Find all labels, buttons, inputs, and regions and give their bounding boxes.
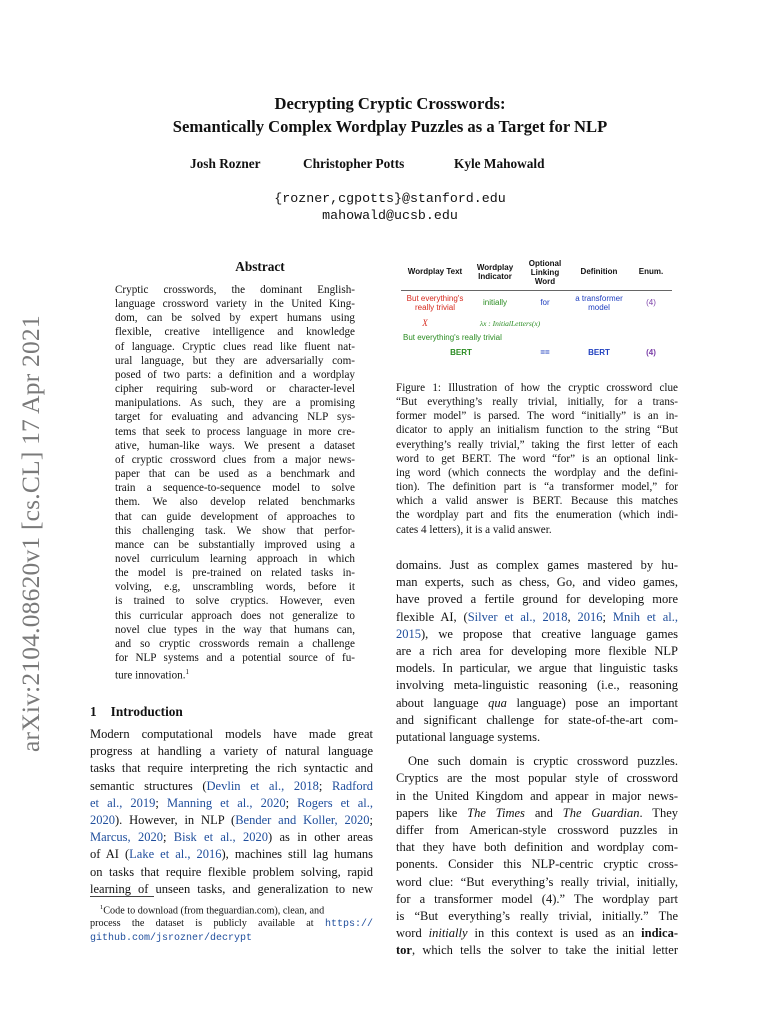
citation-link[interactable]: Manning et al., 2020	[166, 795, 286, 810]
text-span: of AI (	[90, 847, 130, 862]
body-line: Cryptics are the most popular style of crossword	[396, 771, 678, 786]
abstract-line: target for evaluating and advancing NLP sys-	[115, 411, 355, 424]
abstract-line: cipher requiring sub-word or character-level	[115, 383, 355, 396]
text-span: word	[396, 926, 429, 941]
header-linking-word	[523, 259, 567, 286]
lambda-function: λx : InitialLetters(x)	[479, 319, 541, 328]
text-span: about language	[396, 695, 489, 710]
table-rule	[401, 290, 672, 291]
bold-span: tor	[396, 943, 412, 958]
abstract-last-text: ture innovation.	[115, 669, 186, 682]
cell-line: really trivial	[414, 303, 455, 312]
author-list	[0, 156, 768, 174]
body-line	[90, 795, 373, 812]
abstract-line: of cryptic crossword clues from a major news-	[115, 453, 355, 466]
header-line: Linking	[530, 268, 560, 277]
text-span: ;	[155, 795, 167, 810]
body-line: Modern computational models have made great	[90, 727, 373, 741]
caption-line: former model” is parsed. The word “initially” is an in-	[396, 410, 678, 423]
body-line: are a rich area for developing more flexible NLP	[396, 644, 678, 659]
citation-link[interactable]: 2016	[577, 609, 603, 624]
abstract-body	[115, 283, 355, 683]
header-line: Indicator	[478, 272, 512, 281]
footnote-url[interactable]: https://	[324, 918, 373, 930]
abstract-line: manipulations. As such, they are a promising	[115, 397, 355, 410]
cell-line: model	[588, 303, 610, 312]
author-emails	[150, 190, 630, 224]
email-line: mahowald@ucsb.edu	[322, 208, 458, 223]
abstract-line: posed of two parts: a definition and a wordplay	[115, 368, 355, 381]
body-line: domains. Just as complex games mastered by hu-	[396, 558, 678, 572]
applied-string: But everything's really trivial	[403, 333, 502, 342]
abstract-line: tems that seek to process language in more cre-	[115, 425, 355, 438]
abstract-line: and so cryptic crosswords remain a challenge	[115, 637, 355, 650]
body-line	[396, 695, 678, 712]
abstract-line: the model is pre-trained on related tasks in-	[115, 567, 355, 580]
text-span: and	[524, 805, 563, 820]
text-span: process the dataset is publicly available at	[90, 917, 325, 929]
caption-line: which a valid answer is BERT. Because this matches	[396, 495, 678, 508]
cell-definition	[567, 294, 631, 312]
citation-link[interactable]: Lake et al., 2016	[129, 847, 222, 862]
title-line-1: Decrypting Cryptic Crosswords:	[274, 94, 506, 113]
body-line: on tasks that require flexible problem solving, rapid	[90, 864, 373, 879]
abstract-line: this challenging task. We show that perfor-	[115, 524, 355, 537]
text-span: ;	[318, 778, 333, 793]
caption-line: everything’s really trivial,” taking the first letter of each	[396, 438, 678, 451]
citation-link[interactable]: Marcus, 2020	[90, 830, 163, 845]
footnote-line	[90, 902, 373, 918]
text-span: semantic structures (	[90, 778, 207, 793]
abstract-last-line	[115, 665, 355, 683]
text-span: , which tells the solver to take the initial letter	[411, 943, 678, 958]
body-line	[396, 942, 678, 959]
header-definition: Definition	[580, 267, 618, 276]
body-line	[90, 778, 373, 795]
cell-line: But everything's	[406, 294, 464, 303]
citation-link[interactable]: Bisk et al., 2020	[173, 830, 268, 845]
abstract-line: that can guide development of approaches to	[115, 510, 355, 523]
wordplay-answer: BERT	[450, 348, 472, 357]
abstract-line: for NLP systems and a potential source of fu-	[115, 652, 355, 665]
text-span: language) pose an important	[506, 695, 679, 710]
email-line: {rozner,cgpotts}@stanford.edu	[274, 191, 506, 206]
abstract-line: paper that can be used as a benchmark and	[115, 468, 355, 481]
caption-line: tion). The definition part is “a transformer model,” for	[396, 481, 678, 494]
section-number: 1	[90, 704, 97, 719]
body-line: word clue: “But everything’s really trivial, initially,	[396, 874, 678, 889]
arxiv-stamp: arXiv:2104.08620v1 [cs.CL] 17 Apr 2021	[16, 315, 45, 752]
text-span: papers like	[396, 805, 468, 820]
intro-left-column	[90, 726, 373, 898]
intro-right-column	[396, 557, 678, 960]
text-span: ), machines still lag humans	[221, 847, 374, 862]
abstract-line: volving, e.g, unscrambling words, before it	[115, 581, 355, 594]
caption-line: Figure 1: Illustration of how the cryptic crossword clue	[396, 382, 678, 394]
body-line	[396, 805, 678, 822]
figure-1-table	[395, 257, 678, 365]
header-wordplay-text: Wordplay Text	[407, 267, 463, 276]
body-line: that they have both definition and wordplay com-	[396, 840, 678, 855]
italic-span: The Guardian	[562, 805, 640, 820]
text-span: ,	[567, 609, 578, 624]
body-line: One such domain is cryptic crossword puzzles.	[408, 754, 678, 769]
body-line: progress at handling a variety of natural language	[90, 744, 373, 759]
caption-line: word to get BERT. The word “for” is an optional link-	[396, 452, 678, 465]
footnote-number: 1	[100, 904, 104, 911]
body-line	[90, 846, 373, 863]
cell-line: a transformer	[575, 294, 623, 303]
abstract-line: them. We also develop related benchmarks	[115, 496, 355, 509]
text-span: ). However, in NLP (	[115, 813, 236, 828]
cell-enum: (4)	[646, 298, 656, 307]
body-line	[396, 626, 678, 643]
abstract-line: dom, can be solved by expert humans using	[115, 312, 355, 325]
abstract-line: novel curriculum learning approach in which	[115, 552, 355, 565]
abstract-line: Cryptic crosswords, the dominant English-	[115, 284, 355, 296]
text-span: in this context is used as an	[467, 926, 642, 941]
text-span: ;	[162, 830, 174, 845]
definition-answer: BERT	[588, 348, 610, 357]
body-line: putational language systems.	[396, 730, 541, 745]
author-name: Josh Rozner	[190, 156, 261, 171]
abstract-line: flexible, creative intelligence and knowledge	[115, 326, 355, 339]
paragraph-gap	[396, 746, 678, 753]
abstract-line: train a sequence-to-sequence model to solve	[115, 482, 355, 495]
citation-link[interactable]: Rogers et al.,	[297, 795, 373, 810]
caption-line: “But everything’s really trivial, initially, for a trans-	[396, 396, 678, 409]
text-span: ), we propose that creative language games	[421, 626, 678, 641]
header-indicator	[473, 263, 517, 281]
bold-span: indica-	[641, 926, 678, 941]
paper-title	[90, 92, 690, 138]
caption-line: dicator to apply an initialism function to the string “But	[396, 424, 678, 437]
body-line: ponents. Consider this NLP-centric cryptic cross-	[396, 857, 678, 872]
body-line: and significant challenge for state-of-the-art com-	[396, 712, 678, 727]
cell-wordplay-text	[399, 294, 471, 312]
abstract-line: novel clue types in the way that humans can,	[115, 623, 355, 636]
citation-link[interactable]: et al., 2019	[90, 795, 156, 810]
body-line: in the United Kingdom and appear in major news-	[396, 788, 678, 803]
footnote-marker: 1	[185, 668, 190, 677]
section-heading-introduction	[90, 704, 183, 720]
body-line: have proved a fertile ground for developing more	[396, 592, 678, 607]
answer-enum: (4)	[646, 348, 656, 357]
citation-link[interactable]: Silver et al., 2018	[467, 609, 568, 624]
cell-linking-word: for	[540, 298, 550, 307]
citation-link[interactable]: Radford	[332, 778, 373, 793]
footnote-url[interactable]: github.com/jsrozner/decrypt	[90, 932, 253, 944]
title-line-2: Semantically Complex Wordplay Puzzles as a Target for NLP	[172, 117, 608, 136]
citation-link[interactable]: Bender and Koller, 2020	[235, 813, 370, 828]
body-line: is “But everything’s really trivial, initially.” The	[396, 909, 678, 924]
italic-span: initially	[428, 926, 468, 941]
italic-span: qua	[488, 695, 507, 710]
body-line	[90, 829, 373, 846]
footnote-line	[90, 932, 373, 946]
body-line	[90, 812, 373, 829]
body-line: man experts, such as chess, Go, and video games,	[396, 575, 678, 590]
footnote-line	[90, 918, 373, 932]
citation-link[interactable]: 2015	[396, 626, 421, 641]
abstract-heading: Abstract	[235, 259, 285, 274]
figure-1-caption	[396, 381, 678, 537]
body-line: involving meta-linguistic reasoning (i.e., reasoning	[396, 678, 678, 693]
author-name: Christopher Potts	[303, 156, 405, 171]
text-span: . They	[639, 805, 678, 820]
text-span: ;	[602, 609, 613, 624]
citation-link[interactable]: Mnih et al.,	[612, 609, 678, 624]
author-name: Kyle Mahowald	[454, 156, 545, 171]
header-enum: Enum.	[638, 267, 664, 276]
caption-line: cates 4 letters), it is a valid answer.	[396, 523, 552, 536]
citation-link[interactable]: Devlin et al., 2018	[206, 778, 319, 793]
header-line: Optional	[528, 259, 562, 268]
text-span: ;	[285, 795, 298, 810]
body-line: models. In particular, we argue that linguistic tasks	[396, 661, 678, 676]
italic-span: The Times	[467, 805, 525, 820]
abstract-line: language crossword variety in the United King-	[115, 298, 355, 311]
text-span: ;	[369, 813, 373, 828]
body-line: tasks that require interpreting the rich syntactic and	[90, 761, 373, 776]
section-title: Introduction	[110, 704, 183, 719]
caption-line: the wordplay part and fits the enumeration (which indi-	[396, 509, 678, 522]
abstract-line: this curricular approach does not generalize to	[115, 609, 355, 622]
variable-x: X	[422, 318, 428, 328]
abstract-line: is trained to solve cryptics. However, even	[115, 595, 355, 608]
body-line: for a transformer model (4).” The wordplay part	[396, 891, 678, 906]
body-line	[396, 925, 678, 942]
header-line: Word	[534, 277, 556, 286]
body-line: differ from American-style crossword puzzles in	[396, 823, 678, 838]
abstract-line: mance can be substantially improved using a	[115, 538, 355, 551]
footnote-divider	[90, 896, 154, 897]
equals-sign: ==	[540, 348, 550, 357]
citation-link[interactable]: 2020	[90, 813, 115, 828]
caption-line: ing word (which connects the wordplay and the defini-	[396, 466, 678, 479]
abstract-line: ural language, but they are adversarially com-	[115, 354, 355, 367]
text-span: flexible AI, (	[396, 609, 468, 624]
body-line: learning of unseen tasks, and generalization to new	[90, 881, 373, 896]
text-span: ) as in other areas	[268, 830, 373, 845]
text-span: Code to download (from theguardian.com), clean, and	[103, 905, 325, 917]
footnote	[90, 902, 373, 945]
abstract-line: of language. Cryptic clues read like fluent nat-	[115, 340, 355, 353]
abstract-line: ative, human-like ways. We present a dataset	[115, 439, 355, 452]
header-line: Wordplay	[476, 263, 514, 272]
cell-indicator: initially	[482, 298, 507, 307]
body-line	[396, 609, 678, 626]
